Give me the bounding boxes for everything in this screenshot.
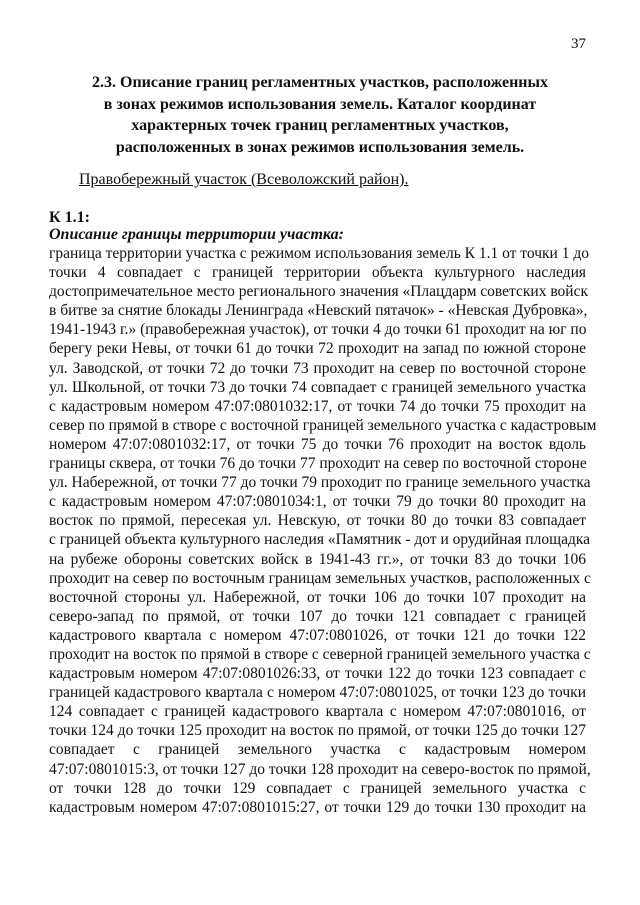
section-heading-line: расположенных в зонах режимов использования земель. xyxy=(115,138,525,156)
text-line: проходит на восток по прямой в створе с северной границей земельного участка с xyxy=(49,645,591,663)
site-title: Правобережный участок (Всеволожский район). xyxy=(79,171,409,188)
text-line: ул. Заводской, от точки 72 до точки 73 проходит на север по восточной стороне xyxy=(49,359,586,377)
text-line: совпадает с границей земельного участка с кадастровым номером xyxy=(49,741,586,759)
text-line: 124 совпадает с границей кадастрового квартала с номером 47:07:0801016, от xyxy=(49,703,586,721)
text-line: 1941-1943 г.» (правобережная участок), от точки 4 до точки 61 проходит на юг по xyxy=(49,321,587,339)
text-line: точки 124 до точки 125 проходит на восток по прямой, от точки 125 до точки 127 xyxy=(49,722,586,740)
text-line: с границей объекта культурного наследия «Памятник - дот и орудийная площадка xyxy=(49,531,591,549)
text-line: кадастровым номером 47:07:0801015:27, от точки 129 до точки 130 проходит на xyxy=(49,798,586,816)
text-line: границы сквера, от точки 76 до точки 77 проходит на север по восточной стороне xyxy=(49,455,587,473)
text-line: кадастровым номером 47:07:0801026:33, от точки 122 до точки 123 совпадает с xyxy=(49,665,586,683)
text-line: проходит на север по восточным границам земельных участков, расположенных с xyxy=(49,569,591,587)
plot-code: К 1.1: xyxy=(49,209,90,226)
text-line: восток по прямой, пересекая ул. Невскую, от точки 80 до точки 83 совпадает xyxy=(49,512,586,530)
text-line: на рубеже обороны советских войск в 1941-43 гг.», от точки 83 до точки 106 xyxy=(49,550,586,568)
text-line: север по прямой в створе с восточной границей земельного участка с кадастровым xyxy=(49,416,597,434)
text-line: граница территории участка с режимом использования земель К 1.1 от точки 1 до xyxy=(49,245,589,262)
text-line: берегу реки Невы, от точки 61 до точки 72 проходит на запад по южной стороне xyxy=(49,340,586,358)
text-line: 47:07:0801015:3, от точки 127 до точки 128 проходит на северо-восток по прямой, xyxy=(49,760,591,778)
text-line: достопримечательное место регионального значения «Плацдарм советских войск xyxy=(49,283,588,301)
text-line: номером 47:07:0801032:17, от точки 75 до точки 76 проходит на восток вдоль xyxy=(49,435,586,453)
section-heading-line: в зонах режимов использования земель. Каталог координат xyxy=(103,95,537,113)
text-line: с кадастровым номером 47:07:0801034:1, от точки 79 до точки 80 проходит на xyxy=(49,493,586,511)
boundary-description-text xyxy=(49,244,597,817)
boundary-description-heading: Описание границы территории участка: xyxy=(49,226,344,243)
text-line: в битве за снятие блокады Ленинграда «Невский пятачок» - «Невская Дубровка», xyxy=(49,302,588,320)
text-line: ул. Набережной, от точки 77 до точки 79 проходит по границе земельного участка xyxy=(49,474,591,492)
section-heading xyxy=(60,72,580,158)
text-line: ул. Школьной, от точки 73 до точки 74 совпадает с границей земельного участка xyxy=(49,378,586,396)
text-line: границей кадастрового квартала с номером 47:07:0801025, от точки 123 до точки xyxy=(49,684,586,702)
text-line: северо-запад по прямой, от точки 107 до точки 121 совпадает с границей xyxy=(49,607,586,625)
text-line: точки 4 совпадает с границей территории объекта культурного наследия xyxy=(49,264,586,282)
text-line: восточной стороны ул. Набережной, от точки 106 до точки 107 проходит на xyxy=(49,588,586,606)
page-number: 37 xyxy=(571,36,586,52)
text-line: от точки 128 до точки 129 совпадает с границей земельного участка с xyxy=(49,779,586,797)
text-line: с кадастровым номером 47:07:0801032:17, от точки 74 до точки 75 проходит на xyxy=(49,397,586,415)
section-heading-line: характерных точек границ регламентных участков, xyxy=(131,117,509,134)
text-line: кадастрового квартала с номером 47:07:0801026, от точки 121 до точки 122 xyxy=(49,626,586,644)
section-heading-line: 2.3. Описание границ регламентных участков, расположенных xyxy=(92,74,548,91)
